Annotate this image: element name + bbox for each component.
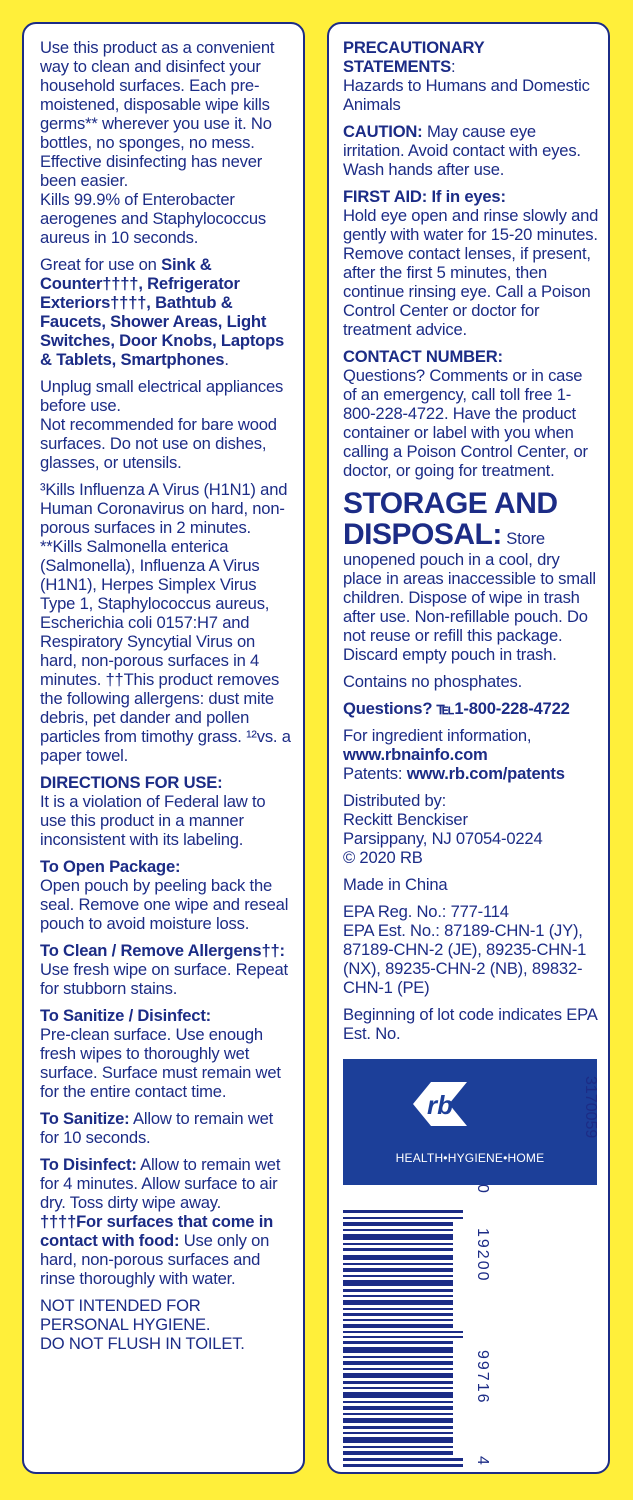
open-package-section <box>40 857 293 933</box>
sanitize-disinfect-heading: To Sanitize / Disinfect: <box>40 1006 211 1025</box>
first-aid-text: Hold eye open and rinse slowly and gently with water for 15-20 minutes. Remove contact lenses, if present, after the first 5 minutes, then continue rinsing eye. Call a Poison Control Center or doctor for treatment advice. <box>343 206 599 339</box>
directions-text: It is a violation of Federal law to use this product in a manner inconsistent with its labeling. <box>40 792 266 849</box>
storage-heading: STORAGE AND <box>343 487 558 520</box>
caution-heading: CAUTION: <box>343 122 423 141</box>
barcode-bars <box>343 1210 463 1468</box>
surface-list: Sink & Counter††††, Refrigerator Exteriors††††, Bathtub & Faucets, Shower Areas, Light Switches, Door Knobs, Laptops & Tablets, Smartphones <box>40 255 285 369</box>
barcode-first-digit: 0 <box>474 1184 491 1193</box>
storage-section <box>343 488 600 664</box>
kills-text: Kills 99.9% of Enterobacter aerogenes and Staphylococcus aureus in 10 seconds. <box>40 190 266 247</box>
food-contact-text: Use only on hard, non-porous surfaces and rinse thoroughly with water. <box>40 1231 270 1288</box>
first-aid-heading: FIRST AID: If in eyes: <box>343 187 506 206</box>
intro-text: Use this product as a convenient way to clean and disinfect your household surfaces. Each pre-moistened, disposable wipe kills germs** wherever you use it. No bottles, no sponges, no mess. Effective disinfecting has never been easier. Kills 99.9% of Enterobacter aerogenes and Staphylococcus aureus in 10 seconds. <box>40 38 275 247</box>
questions-line: Questions? ℡1-800-228-4722 <box>343 699 570 718</box>
precaution-section: PRECAUTIONARY STATEMENTS: Hazards to Humans and Domestic Animals <box>343 38 590 114</box>
clean-section <box>40 941 293 998</box>
company-name: Reckitt Benckiser <box>343 810 468 829</box>
barcode-group-1: 19200 <box>474 1228 491 1283</box>
disposal-heading: DISPOSAL: <box>343 518 502 551</box>
barcode-last-digit: 4 <box>474 1456 491 1465</box>
disinfect-text: Allow to remain wet for 4 minutes. Allow surface to air dry. Toss dirty wipe away. <box>40 1155 281 1212</box>
ingredient-section <box>343 726 600 783</box>
warning-section <box>40 1296 293 1353</box>
disinfect-section <box>40 1155 293 1288</box>
not-intended-text: NOT INTENDED FOR PERSONAL HYGIENE. <box>40 1296 211 1334</box>
patents-label: Patents: <box>343 764 407 783</box>
precaution-text: Hazards to Humans and Domestic Animals <box>343 76 590 114</box>
lot-code-text: Beginning of lot code indicates EPA Est. No. <box>343 1005 597 1043</box>
copyright-text: © 2020 RB <box>343 848 423 867</box>
left-panel <box>22 22 305 1474</box>
epa-section <box>343 902 600 997</box>
svg-text:rb: rb <box>427 1090 453 1120</box>
sanitize-disinfect-text: Pre-clean surface. Use enough fresh wipes to thoroughly wet surface. Surface must remain wet for the entire contact time. <box>40 1025 281 1101</box>
food-contact-heading: ††††For surfaces that come in contact with food: <box>40 1212 274 1250</box>
contact-section <box>343 347 600 480</box>
company-address: Parsippany, NJ 07054-0224 <box>343 829 543 848</box>
clean-heading: To Clean / Remove Allergens††: <box>40 941 285 960</box>
caution-section <box>343 122 600 179</box>
first-aid-section <box>343 187 600 339</box>
right-panel <box>327 22 610 1474</box>
made-in-text: Made in China <box>343 875 448 894</box>
rb-logo-box <box>343 1059 597 1185</box>
barcode-group-2: 99716 <box>474 1350 491 1405</box>
ingredient-url: www.rbnainfo.com <box>343 745 488 764</box>
precaution-heading: PRECAUTIONARY STATEMENTS <box>343 38 485 76</box>
sanitize-heading: To Sanitize: <box>40 1109 130 1128</box>
open-package-text: Open pouch by peeling back the seal. Remove one wipe and reseal pouch to avoid moisture loss. <box>40 876 289 933</box>
epa-reg: EPA Reg. No.: 777-114 <box>343 902 509 921</box>
epa-est: EPA Est. No.: 87189-CHN-1 (JY), 87189-CHN-2 (JE), 89235-CHN-1 (NX), 89235-CHN-2 (NB), 89832-CHN-1 (PE) <box>343 921 587 997</box>
questions-phone: 1-800-228-4722 <box>454 699 570 718</box>
distributor-section: Distributed by: Reckitt Benckiser Parsippany, NJ 07054-0224 © 2020 RB <box>343 791 543 867</box>
contact-text: Questions? Comments or in case of an emergency, call toll free 1-800-228-4722. Have the product container or label with you when calling a Poison Control Center, or doctor, or going for treatment. <box>343 366 588 480</box>
not-recommended-text: Not recommended for bare wood surfaces. Do not use on dishes, glasses, or utensils. <box>40 415 277 472</box>
caution-text: May cause eye irritation. Avoid contact with eyes. Wash hands after use. <box>343 122 581 179</box>
rb-logo-icon <box>409 1074 473 1134</box>
barcode <box>343 1184 553 1468</box>
phone-icon: ℡ <box>436 699 455 718</box>
directions-heading: DIRECTIONS FOR USE: <box>40 773 223 792</box>
disinfect-heading: To Disinfect: <box>40 1155 137 1174</box>
storage-text: Store unopened pouch in a cool, dry place in areas inaccessible to small children. Dispose of wipe in trash after use. Non-refillable pouch. Do not reuse or refill this package. Discard empty pouch in trash. <box>343 529 596 664</box>
directions-section <box>40 773 293 849</box>
do-not-flush-text: DO NOT FLUSH IN TOILET. <box>40 1334 245 1353</box>
phosphates-text: Contains no phosphates. <box>343 672 522 691</box>
patents-url: www.rb.com/patents <box>406 764 565 783</box>
sanitize-disinfect-section <box>40 1006 293 1101</box>
sanitize-section <box>40 1109 293 1147</box>
sanitize-text: Allow to remain wet for 10 seconds. <box>40 1109 274 1147</box>
great-for-use: Great for use on Sink & Counter††††, Refrigerator Exteriors††††, Bathtub & Faucets, Shower Areas, Light Switches, Door Knobs, Laptops & Tablets, Smartphones. <box>40 255 285 369</box>
kills-influenza-text: ³Kills Influenza A Virus (H1N1) and Human Coronavirus on hard, non-porous surfaces in 2 minutes. **Kills Salmonella enterica (Salmonella), Influenza A Virus (H1N1), Herpes Simplex Virus Type 1, Staphylococcus aureus, Escherichia coli 0157:H7 and Respiratory Syncytial Virus on hard, non-porous surfaces in 4 minutes. ††This product removes the following allergens: dust mite debris, pet dander and pollen particles from timothy grass. ¹²vs. a paper towel. <box>40 480 291 765</box>
ingredient-text: For ingredient information, <box>343 726 532 745</box>
unplug-warning: Unplug small electrical appliances before use. Not recommended for bare wood surfaces. Do not use on dishes, glasses, or utensils. <box>40 377 284 472</box>
rb-tagline: HEALTH•HYGIENE•HOME <box>395 1151 545 1165</box>
contact-heading: CONTACT NUMBER: <box>343 347 503 366</box>
clean-text: Use fresh wipe on surface. Repeat for stubborn stains. <box>40 960 288 998</box>
item-code: 3170059 <box>582 1076 599 1139</box>
open-package-heading: To Open Package: <box>40 857 181 876</box>
